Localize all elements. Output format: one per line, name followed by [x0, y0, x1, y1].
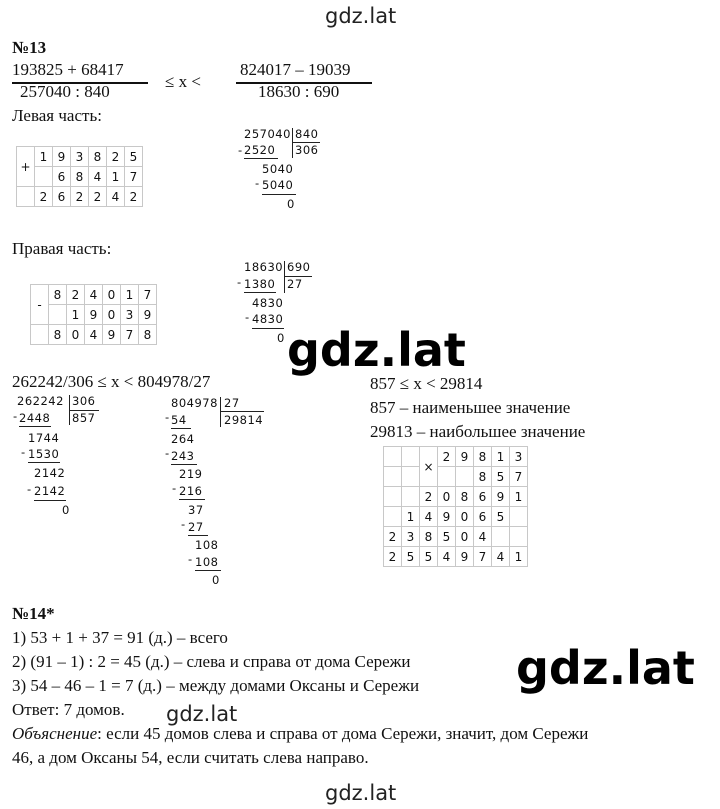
- mul-cell: 6: [474, 487, 492, 507]
- watermark-top: gdz.lat: [325, 4, 397, 28]
- add-cell: 5: [125, 147, 143, 167]
- div2-step: -: [245, 310, 250, 324]
- div4-underline: [179, 499, 205, 500]
- watermark-center: gdz.lat: [287, 323, 466, 377]
- max-value-text: 29813 – наибольшее значение: [370, 422, 586, 441]
- mul-cell: 1: [510, 547, 528, 567]
- add-cell: 8: [89, 147, 107, 167]
- mul-cell: [384, 447, 402, 467]
- task14-explanation-line2: 46, а дом Оксаны 54, если считать слева направо.: [12, 748, 369, 767]
- mul-cell: 4: [474, 527, 492, 547]
- result-inequality: 857 ≤ x < 29814: [370, 374, 483, 393]
- mul-cell: 5: [438, 527, 456, 547]
- task14-answer: Ответ: 7 домов.: [12, 700, 125, 719]
- sub-cell: 0: [103, 305, 121, 325]
- div1-divisor: 840: [295, 127, 319, 141]
- mul-cell: 2: [384, 547, 402, 567]
- mul-cell: 7: [474, 547, 492, 567]
- mul-cell: [510, 527, 528, 547]
- mul-cell: 8: [420, 527, 438, 547]
- mul-cell: 9: [456, 447, 474, 467]
- sub-cell: [31, 325, 49, 345]
- add-cell: 9: [53, 147, 71, 167]
- div4-step: 54: [171, 413, 187, 427]
- sub-cell: 3: [121, 305, 139, 325]
- mul-cell: 1: [402, 507, 420, 527]
- div2-underline: [244, 292, 276, 293]
- div3-step: -: [21, 445, 26, 459]
- div3-step: 1744: [28, 431, 60, 445]
- multiplication-table: [383, 446, 528, 567]
- mul-cell: 9: [438, 507, 456, 527]
- mul-cell: [384, 487, 402, 507]
- add-cell: 1: [35, 147, 53, 167]
- mul-cell: [402, 487, 420, 507]
- sub-cell: 2: [67, 285, 85, 305]
- mul-sign: ×: [420, 447, 438, 487]
- mul-cell: [438, 467, 456, 487]
- fraction-inequality: 262242/306 ≤ x < 804978/27: [12, 372, 211, 391]
- div4-bracket-h: [220, 411, 264, 412]
- mul-cell: [384, 507, 402, 527]
- sub-cell: 9: [103, 325, 121, 345]
- sub-cell: 7: [121, 325, 139, 345]
- mul-cell: 9: [492, 487, 510, 507]
- mul-cell: 8: [456, 487, 474, 507]
- left-part-label: Левая часть:: [12, 106, 102, 125]
- mul-cell: 6: [474, 507, 492, 527]
- mul-cell: 2: [384, 527, 402, 547]
- div4-step: 108: [195, 538, 219, 552]
- min-value-text: 857 – наименьшее значение: [370, 398, 571, 417]
- mul-cell: 4: [492, 547, 510, 567]
- mul-cell: 0: [456, 507, 474, 527]
- mul-cell: 9: [456, 547, 474, 567]
- add-cell: 6: [53, 187, 71, 207]
- task14-explanation-line1: [12, 724, 588, 744]
- sub-cell: 7: [139, 285, 157, 305]
- div4-step: -: [188, 552, 193, 566]
- add-cell: 3: [71, 147, 89, 167]
- sub-cell: 9: [139, 305, 157, 325]
- div4-divisor: 27: [224, 396, 240, 410]
- sub-cell: 0: [103, 285, 121, 305]
- addition-table: [16, 146, 143, 207]
- div2-quotient: 27: [287, 277, 303, 291]
- div4-step: 216: [179, 484, 203, 498]
- div4-remainder: 0: [212, 573, 220, 587]
- sub-cell: 0: [67, 325, 85, 345]
- watermark-mid: gdz.lat: [166, 702, 238, 726]
- mul-cell: [456, 467, 474, 487]
- div4-step: -: [181, 517, 186, 531]
- mul-cell: [492, 527, 510, 547]
- div1-underline: [244, 158, 278, 159]
- div1-dividend: 257040: [244, 127, 291, 141]
- explanation-label: Объяснение: [12, 724, 98, 743]
- subtraction-table: [30, 284, 157, 345]
- div3-divisor: 306: [72, 394, 96, 408]
- div4-step: 243: [171, 449, 195, 463]
- div1-step: 5040: [262, 178, 294, 192]
- add-cell: [17, 187, 35, 207]
- mul-cell: 3: [402, 527, 420, 547]
- task14-step-1: 1) 53 + 1 + 37 = 91 (д.) – всего: [12, 628, 228, 647]
- add-sign: +: [17, 147, 35, 187]
- add-cell: [35, 167, 53, 187]
- sub-cell: 4: [85, 325, 103, 345]
- add-cell: 2: [107, 147, 125, 167]
- sub-cell: [49, 305, 67, 325]
- div3-quotient: 857: [72, 411, 96, 425]
- add-cell: 1: [107, 167, 125, 187]
- sub-sign: -: [31, 285, 49, 325]
- sub-cell: 8: [139, 325, 157, 345]
- div4-step: 264: [171, 432, 195, 446]
- task14-step-3: 3) 54 – 46 – 1 = 7 (д.) – между домами Оксаны и Сережи: [12, 676, 420, 695]
- div3-underline: [28, 462, 60, 463]
- add-cell: 6: [53, 167, 71, 187]
- mul-cell: 1: [510, 487, 528, 507]
- mul-cell: [510, 507, 528, 527]
- div2-step: 4830: [252, 312, 284, 326]
- sub-cell: 1: [121, 285, 139, 305]
- right-fraction-denominator: 18630 : 690: [258, 82, 340, 101]
- sub-cell: 8: [49, 285, 67, 305]
- div2-step: 1380: [244, 277, 276, 291]
- mul-cell: 5: [492, 507, 510, 527]
- div3-dividend: 262242: [17, 394, 64, 408]
- div1-step: 2520: [244, 143, 276, 157]
- mul-cell: 4: [438, 547, 456, 567]
- mul-cell: 5: [402, 547, 420, 567]
- add-cell: 8: [71, 167, 89, 187]
- div4-step: -: [172, 481, 177, 495]
- div4-step: -: [165, 446, 170, 460]
- div3-step: 2448: [19, 411, 51, 425]
- div2-step: -: [237, 275, 242, 289]
- div3-step: -: [27, 482, 32, 496]
- div2-bracket-v: [284, 261, 285, 293]
- explanation-text-1: : если 45 домов слева и справа от дома Сережи, значит, дом Сережи: [97, 724, 589, 743]
- add-cell: 7: [125, 167, 143, 187]
- add-cell: 2: [125, 187, 143, 207]
- div4-step: 27: [188, 520, 204, 534]
- div2-step: 4830: [252, 296, 284, 310]
- mul-cell: 2: [420, 487, 438, 507]
- div4-dividend: 804978: [171, 396, 218, 410]
- div3-step: 2142: [34, 466, 66, 480]
- mul-cell: 1: [492, 447, 510, 467]
- mul-cell: 5: [492, 467, 510, 487]
- add-cell: 2: [71, 187, 89, 207]
- watermark-bottom: gdz.lat: [325, 781, 397, 805]
- watermark-right: gdz.lat: [516, 641, 695, 695]
- div1-step: 5040: [262, 162, 294, 176]
- div1-quotient: 306: [295, 143, 319, 157]
- mul-cell: [402, 447, 420, 467]
- div4-bracket-v: [220, 397, 221, 427]
- task14-title: №14*: [12, 604, 55, 623]
- div3-underline: [34, 500, 66, 501]
- mul-cell: 4: [420, 507, 438, 527]
- mul-cell: 8: [474, 447, 492, 467]
- div2-divisor: 690: [287, 260, 311, 274]
- mul-cell: 3: [510, 447, 528, 467]
- left-fraction-numerator: 193825 + 68417: [12, 60, 124, 79]
- add-cell: 4: [89, 167, 107, 187]
- sub-cell: 1: [67, 305, 85, 325]
- div4-step: 37: [188, 503, 204, 517]
- mul-cell: [402, 467, 420, 487]
- div1-step: -: [238, 143, 243, 157]
- div4-step: -: [165, 410, 170, 424]
- div2-remainder: 0: [277, 331, 285, 345]
- right-part-label: Правая часть:: [12, 239, 112, 258]
- div1-step: -: [255, 176, 260, 190]
- sub-cell: 9: [85, 305, 103, 325]
- add-cell: 2: [89, 187, 107, 207]
- add-cell: 4: [107, 187, 125, 207]
- div1-bracket-v: [292, 128, 293, 158]
- div1-underline: [262, 194, 296, 195]
- div4-underline: [171, 464, 197, 465]
- mul-cell: [384, 467, 402, 487]
- div1-remainder: 0: [287, 197, 295, 211]
- task14-step-2: 2) (91 – 1) : 2 = 45 (д.) – слева и справа от дома Сережи: [12, 652, 411, 671]
- inequality-sign: ≤ x <: [165, 72, 201, 91]
- task13-title: №13: [12, 38, 47, 57]
- div4-underline: [188, 535, 208, 536]
- sub-cell: 8: [49, 325, 67, 345]
- mul-cell: 5: [420, 547, 438, 567]
- div3-step: -: [13, 409, 18, 423]
- mul-cell: 7: [510, 467, 528, 487]
- div4-underline: [195, 570, 221, 571]
- div4-underline: [171, 428, 191, 429]
- mul-cell: 8: [474, 467, 492, 487]
- div3-step: 1530: [28, 447, 60, 461]
- mul-cell: 0: [438, 487, 456, 507]
- div4-step: 108: [195, 555, 219, 569]
- add-cell: 2: [35, 187, 53, 207]
- div2-dividend: 18630: [244, 260, 284, 274]
- sub-cell: 4: [85, 285, 103, 305]
- div3-step: 2142: [34, 484, 66, 498]
- mul-cell: 0: [456, 527, 474, 547]
- div3-underline: [19, 426, 51, 427]
- div3-remainder: 0: [62, 503, 70, 517]
- div4-quotient: 29814: [224, 413, 264, 427]
- div2-underline: [252, 328, 284, 329]
- right-fraction-numerator: 824017 – 19039: [240, 60, 351, 79]
- div4-step: 219: [179, 467, 203, 481]
- left-fraction-denominator: 257040 : 840: [20, 82, 110, 101]
- mul-cell: 2: [438, 447, 456, 467]
